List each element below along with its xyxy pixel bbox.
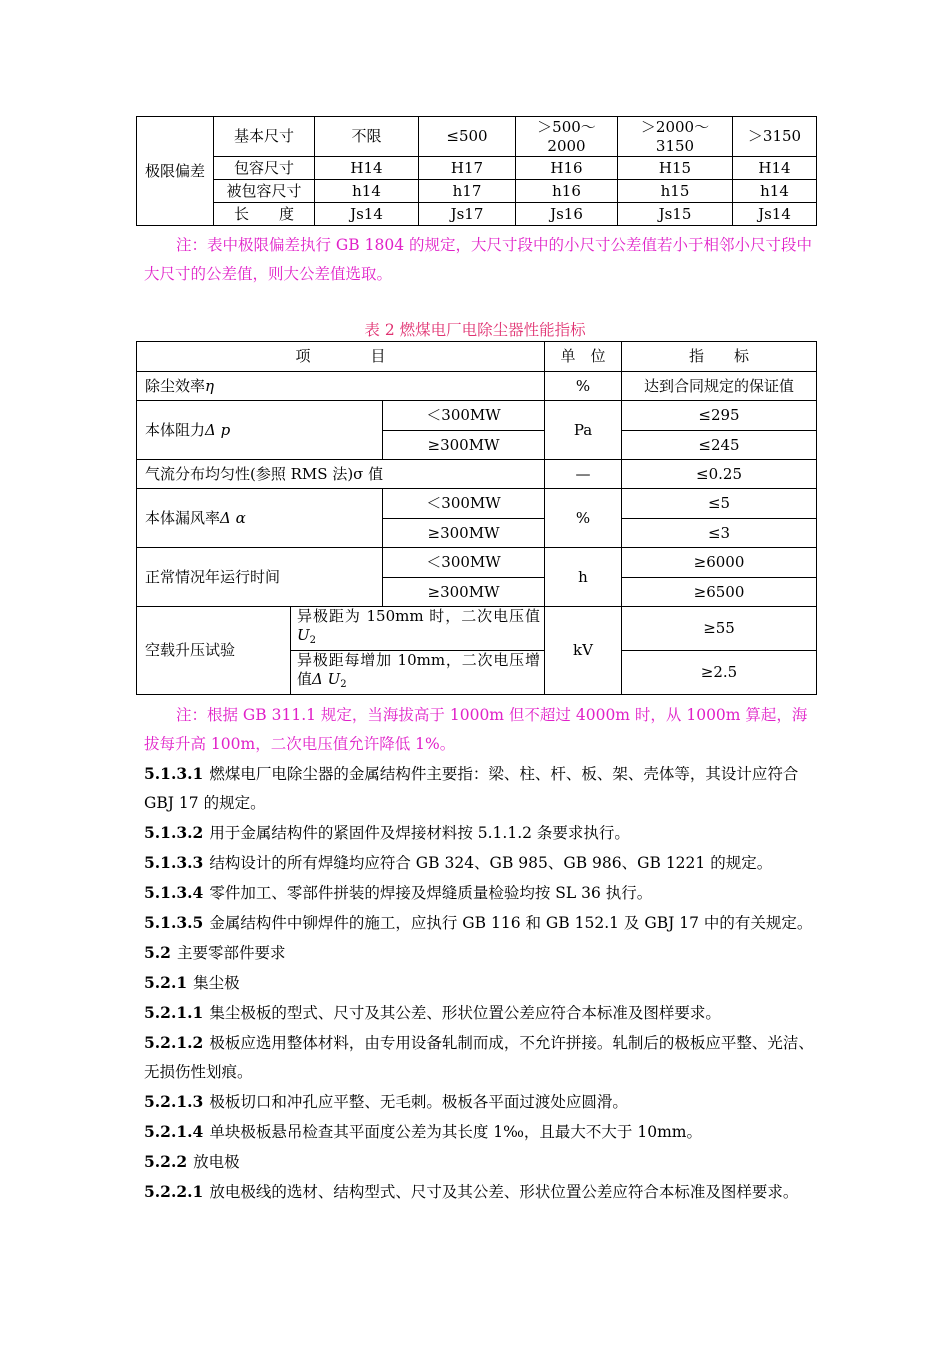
section-heading: 5.2.2 放电极 (144, 1152, 240, 1171)
paragraph: 5.1.3.5 金属结构件中铆焊件的施工，应执行 GB 116 和 GB 152.1 及 GBJ 17 中的有关规定。 (144, 913, 813, 932)
table-cell: H17 (419, 157, 516, 180)
table2-note: 注：根据 GB 311.1 规定，当海拔高于 1000m 但不超过 4000m 时，从 1000m 算起，海拔每升高 100m，二次电压值允许降低 1%。 (144, 706, 808, 753)
runtime-value-2: ≥6500 (622, 578, 817, 607)
head-index: 指 标 (622, 342, 817, 372)
paragraph: 5.2.1.3 极板切口和冲孔应平整、无毛刺。极板各平面过渡处应圆滑。 (144, 1092, 628, 1111)
leakage-item: 本体漏风率Δ α (137, 489, 383, 548)
runtime-cond-1: ＜300MW (383, 548, 545, 578)
table-cell: 被包容尺寸 (214, 180, 315, 203)
header-cell: 基本尺寸 (214, 117, 315, 157)
resistance-cond-1: ＜300MW (383, 401, 545, 431)
tolerance-table (136, 116, 817, 226)
voltage-value-2: ≥2.5 (622, 651, 817, 695)
table-cell: H15 (618, 157, 733, 180)
resistance-cond-2: ≥300MW (383, 431, 545, 460)
voltage-value-1: ≥55 (622, 607, 817, 651)
section-heading: 5.2.1 集尘极 (144, 973, 240, 992)
dust-efficiency-value: 达到合同规定的保证值 (622, 372, 817, 401)
table-cell: h16 (516, 180, 618, 203)
table-cell: H14 (315, 157, 419, 180)
voltage-cond-1: 异极距为 150mm 时，二次电压值$U_2$ (291, 607, 545, 651)
leakage-value-2: ≤3 (622, 519, 817, 548)
table-cell: Js17 (419, 203, 516, 226)
table-cell: H16 (516, 157, 618, 180)
airflow-item: 气流分布均匀性(参照 RMS 法)σ 值 (137, 460, 545, 489)
runtime-item: 正常情况年运行时间 (137, 548, 383, 607)
paragraph: 5.1.3.3 结构设计的所有焊缝均应符合 GB 324、GB 985、GB 986、GB 1221 的规定。 (144, 853, 773, 872)
table-cell: 包容尺寸 (214, 157, 315, 180)
header-cell: ＞2000～3150 (618, 117, 733, 157)
airflow-unit: — (545, 460, 622, 489)
paragraph: 5.1.3.2 用于金属结构件的紧固件及焊接材料按 5.1.1.2 条要求执行。 (144, 823, 630, 842)
runtime-cond-2: ≥300MW (383, 578, 545, 607)
leakage-cond-2: ≥300MW (383, 519, 545, 548)
paragraph: 5.2.1.2 极板应选用整体材料，由专用设备轧制而成，不允许拼接。轧制后的极板应平整、光洁、无损伤性划痕。 (144, 1033, 814, 1081)
table-cell: Js16 (516, 203, 618, 226)
dust-efficiency-unit: % (545, 372, 622, 401)
paragraph: 5.2.2.1 放电极线的选材、结构型式、尺寸及其公差、形状位置公差应符合本标准及图样要求。 (144, 1182, 799, 1201)
leakage-value-1: ≤5 (622, 489, 817, 519)
table-cell: h14 (733, 180, 817, 203)
paragraph: 5.2.1.4 单块极板悬吊检查其平面度公差为其长度 1‰，且最大不大于 10mm。 (144, 1122, 702, 1141)
voltage-cond-2: 异极距每增加 10mm，二次电压增值Δ $U_2$ (291, 651, 545, 695)
table-cell: Js14 (315, 203, 419, 226)
leakage-cond-1: ＜300MW (383, 489, 545, 519)
row-header-limit-deviation: 极限偏差 (137, 117, 214, 226)
head-item: 项 目 (137, 342, 545, 372)
head-unit: 单 位 (545, 342, 622, 372)
table2-caption: 表 2 燃煤电厂电除尘器性能指标 (364, 321, 586, 339)
table-cell: H14 (733, 157, 817, 180)
table-cell: Js14 (733, 203, 817, 226)
resistance-value-1: ≤295 (622, 401, 817, 431)
performance-table (136, 341, 817, 695)
leakage-unit: % (545, 489, 622, 548)
table-cell: h14 (315, 180, 419, 203)
voltage-test-item: 空载升压试验 (137, 607, 291, 695)
resistance-item: 本体阻力Δ p (137, 401, 383, 460)
dust-efficiency-item: 除尘效率η (137, 372, 545, 401)
table-cell: Js15 (618, 203, 733, 226)
header-cell: ＞3150 (733, 117, 817, 157)
body-text (144, 759, 816, 1207)
header-cell: 不限 (315, 117, 419, 157)
voltage-unit: kV (545, 607, 622, 695)
table-cell: h15 (618, 180, 733, 203)
table-cell: h17 (419, 180, 516, 203)
header-cell: ＞500～2000 (516, 117, 618, 157)
runtime-unit: h (545, 548, 622, 607)
table1-note: 注：表中极限偏差执行 GB 1804 的规定，大尺寸段中的小尺寸公差值若小于相邻小尺寸段中大尺寸的公差值，则大公差值选取。 (144, 236, 813, 283)
section-heading: 5.2 主要零部件要求 (144, 943, 286, 962)
header-cell: ≤500 (419, 117, 516, 157)
runtime-value-1: ≥6000 (622, 548, 817, 578)
paragraph: 5.1.3.1 燃煤电厂电除尘器的金属结构件主要指：梁、柱、杆、板、架、壳体等，其设计应符合 GBJ 17 的规定。 (144, 764, 799, 812)
paragraph: 5.2.1.1 集尘极板的型式、尺寸及其公差、形状位置公差应符合本标准及图样要求。 (144, 1003, 721, 1022)
airflow-value: ≤0.25 (622, 460, 817, 489)
resistance-unit: Pa (545, 401, 622, 460)
resistance-value-2: ≤245 (622, 431, 817, 460)
paragraph: 5.1.3.4 零件加工、零部件拼装的焊接及焊缝质量检验均按 SL 36 执行。 (144, 883, 653, 902)
table-cell: 长 度 (214, 203, 315, 226)
